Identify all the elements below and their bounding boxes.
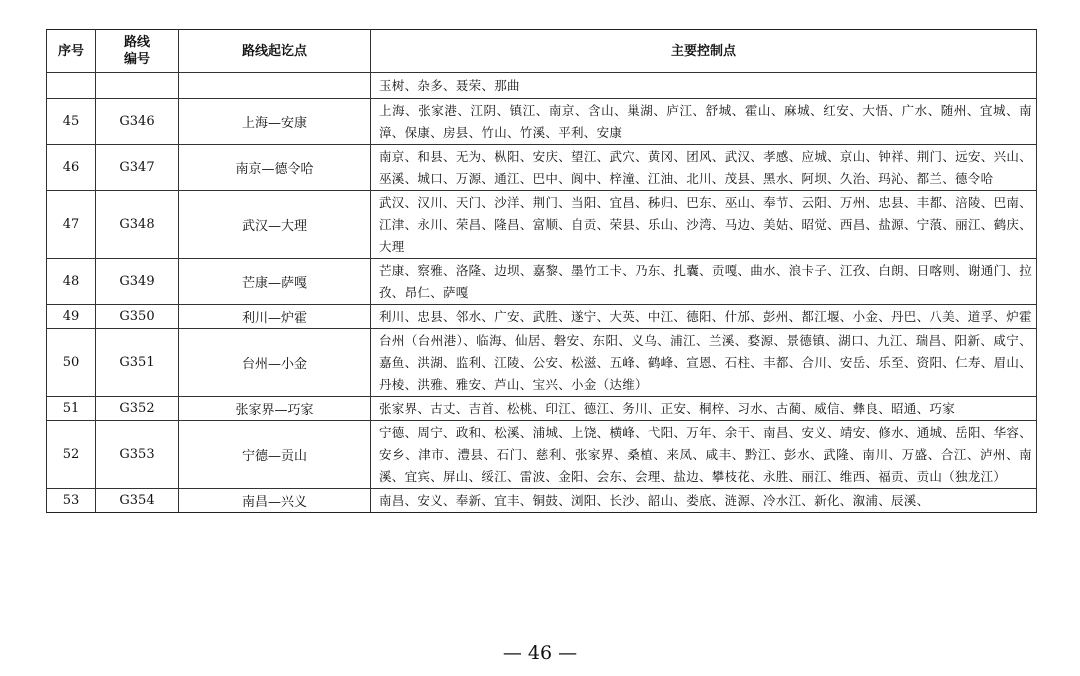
table-row xyxy=(47,145,1037,191)
table-row xyxy=(47,421,1037,489)
header-code-line2: 编号 xyxy=(123,52,150,67)
route-points: 南京、和县、无为、枞阳、安庆、望江、武穴、黄冈、团风、武汉、孝感、应城、京山、钟祥、荆门、远安、兴山、巫溪、城口、万源、通江、巴中、阆中、梓潼、江油、北川、茂县、黑水、阿坝、久治、玛沁、都兰、德令哈 xyxy=(371,145,1037,191)
route-points: 南昌、安义、奉新、宜丰、铜鼓、浏阳、长沙、韶山、娄底、涟源、冷水江、新化、溆浦、辰溪、 xyxy=(371,489,1037,513)
route-points: 芒康、察雅、洛隆、边坝、嘉黎、墨竹工卡、乃东、扎囊、贡嘎、曲水、浪卡子、江孜、白朗、日喀则、谢通门、拉孜、昂仁、萨嘎 xyxy=(371,259,1037,305)
route-ends: 武汉—大理 xyxy=(179,191,371,259)
route-seq: 53 xyxy=(47,489,96,513)
route-ends: 芒康—萨嘎 xyxy=(179,259,371,305)
route-code: G346 xyxy=(96,99,179,145)
header-seq: 序号 xyxy=(47,30,96,73)
table-row xyxy=(47,397,1037,421)
route-seq: 45 xyxy=(47,99,96,145)
route-seq: 52 xyxy=(47,421,96,489)
route-seq: 50 xyxy=(47,329,96,397)
route-code: G354 xyxy=(96,489,179,513)
route-seq: 51 xyxy=(47,397,96,421)
route-seq: 49 xyxy=(47,305,96,329)
route-points: 武汉、汉川、天门、沙洋、荆门、当阳、宜昌、秭归、巴东、巫山、奉节、云阳、万州、忠县、丰都、涪陵、巴南、江津、永川、荣昌、隆昌、富顺、自贡、荣县、乐山、沙湾、马边、美姑、昭觉、西昌、盐源、宁蒗、丽江、鹤庆、大理 xyxy=(371,191,1037,259)
continuation-ends xyxy=(179,73,371,99)
route-ends: 台州—小金 xyxy=(179,329,371,397)
route-points: 台州（台州港）、临海、仙居、磐安、东阳、义乌、浦江、兰溪、婺源、景德镇、湖口、九江、瑞昌、阳新、咸宁、嘉鱼、洪湖、监利、江陵、公安、松滋、五峰、鹤峰、宣恩、石柱、丰都、合川、安岳、乐至、资阳、仁寿、眉山、丹棱、洪雅、雅安、芦山、宝兴、小金（达维） xyxy=(371,329,1037,397)
table-row xyxy=(47,489,1037,513)
continuation-row xyxy=(47,73,1037,99)
route-code: G349 xyxy=(96,259,179,305)
table-row xyxy=(47,329,1037,397)
route-code: G347 xyxy=(96,145,179,191)
header-code xyxy=(96,30,179,73)
route-code: G348 xyxy=(96,191,179,259)
table-row xyxy=(47,259,1037,305)
route-seq: 48 xyxy=(47,259,96,305)
route-points: 上海、张家港、江阴、镇江、南京、含山、巢湖、庐江、舒城、霍山、麻城、红安、大悟、广水、随州、宜城、南漳、保康、房县、竹山、竹溪、平利、安康 xyxy=(371,99,1037,145)
table-header-row xyxy=(47,30,1037,73)
route-points: 利川、忠县、邻水、广安、武胜、遂宁、大英、中江、德阳、什邡、彭州、都江堰、小金、丹巴、八美、道孚、炉霍 xyxy=(371,305,1037,329)
page-number: — 46 — xyxy=(502,642,578,664)
table-row xyxy=(47,305,1037,329)
header-code-line1: 路线 xyxy=(123,35,150,50)
route-ends: 南昌—兴义 xyxy=(179,489,371,513)
route-ends: 上海—安康 xyxy=(179,99,371,145)
route-seq: 47 xyxy=(47,191,96,259)
route-code: G352 xyxy=(96,397,179,421)
highway-table xyxy=(46,29,1037,513)
continuation-seq xyxy=(47,73,96,99)
table-row xyxy=(47,99,1037,145)
route-code: G350 xyxy=(96,305,179,329)
continuation-code xyxy=(96,73,179,99)
route-seq: 46 xyxy=(47,145,96,191)
route-ends: 南京—德令哈 xyxy=(179,145,371,191)
route-code: G353 xyxy=(96,421,179,489)
route-ends: 张家界—巧家 xyxy=(179,397,371,421)
header-points: 主要控制点 xyxy=(371,30,1037,73)
route-ends: 利川—炉霍 xyxy=(179,305,371,329)
table-body xyxy=(47,99,1037,513)
route-points: 宁德、周宁、政和、松溪、浦城、上饶、横峰、弋阳、万年、余干、南昌、安义、靖安、修水、通城、岳阳、华容、安乡、津市、澧县、石门、慈利、张家界、桑植、来凤、咸丰、黔江、彭水、武隆、南川、万盛、合江、泸州、南溪、宜宾、屏山、绥江、雷波、金阳、会东、会理、盐边、攀枝花、永胜、丽江、维西、福贡、贡山（独龙江） xyxy=(371,421,1037,489)
header-ends: 路线起讫点 xyxy=(179,30,371,73)
route-points: 张家界、古丈、吉首、松桃、印江、德江、务川、正安、桐梓、习水、古蔺、威信、彝良、昭通、巧家 xyxy=(371,397,1037,421)
continuation-points: 玉树、杂多、聂荣、那曲 xyxy=(371,73,1037,99)
table-row xyxy=(47,191,1037,259)
route-code: G351 xyxy=(96,329,179,397)
route-ends: 宁德—贡山 xyxy=(179,421,371,489)
